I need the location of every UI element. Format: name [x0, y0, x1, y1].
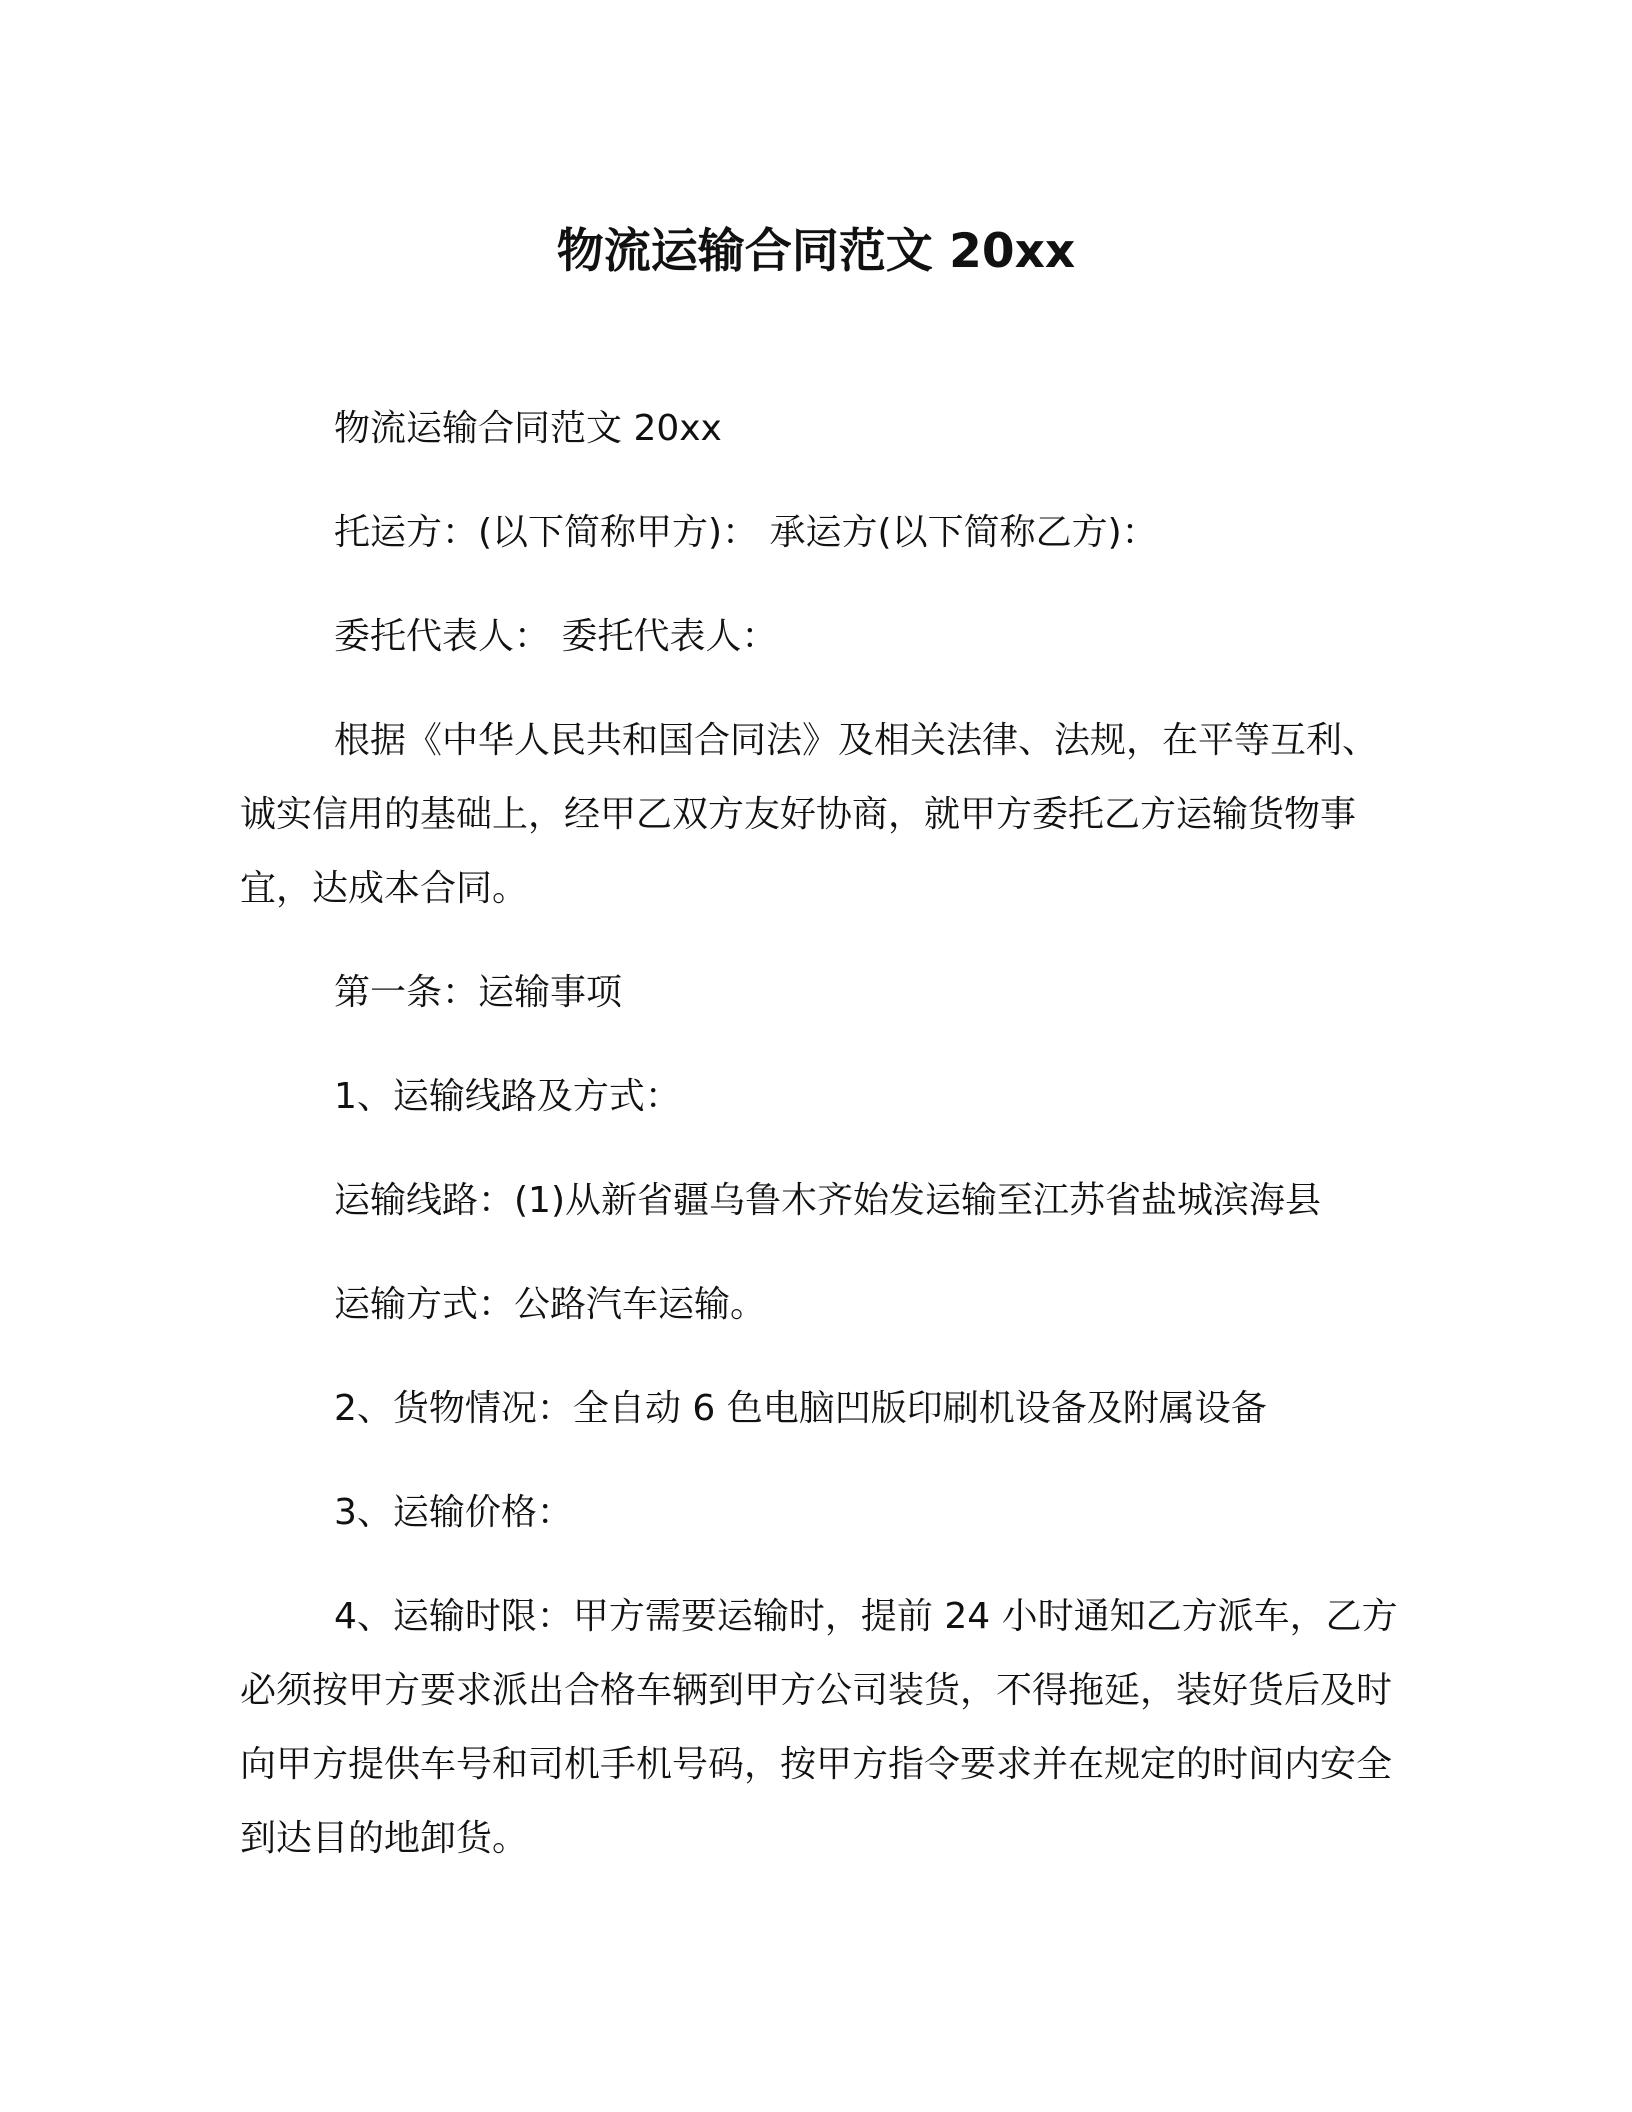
paragraph-article-one: 第一条：运输事项 [334, 972, 623, 1013]
document-title: 物流运输合同范文 20xx [556, 224, 1076, 279]
paragraph-method: 运输方式：公路汽车运输。 [334, 1284, 767, 1325]
document-body [240, 392, 1400, 1906]
paragraph-price: 3、运输价格： [334, 1492, 573, 1533]
paragraph-representatives: 委托代表人： 委托代表人： [334, 616, 778, 657]
paragraph-goods: 2、货物情况：全自动 6 色电脑凹版印刷机设备及附属设备 [334, 1388, 1267, 1429]
paragraph-route: 运输线路：(1)从新省疆乌鲁木齐始发运输至江苏省盐城滨海县 [334, 1180, 1321, 1221]
paragraph-route-method: 1、运输线路及方式： [334, 1076, 681, 1117]
paragraph-parties: 托运方：(以下简称甲方)： 承运方(以下简称乙方)： [334, 512, 1158, 553]
paragraph-subtitle: 物流运输合同范文 20xx [334, 408, 722, 449]
paragraph-preamble: 根据《中华人民共和国合同法》及相关法律、法规，在平等互利、诚实信用的基础上，经甲乙双方友好协商，就甲方委托乙方运输货物事宜，达成本合同。 [240, 720, 1379, 909]
paragraph-time-limit: 4、运输时限：甲方需要运输时，提前 24 小时通知乙方派车，乙方必须按甲方要求派出合格车辆到甲方公司装货，不得拖延，装好货后及时向甲方提供车号和司机手机号码，按甲方指令要求并在规定的时间内安全到达目的地卸货。 [240, 1596, 1398, 1859]
